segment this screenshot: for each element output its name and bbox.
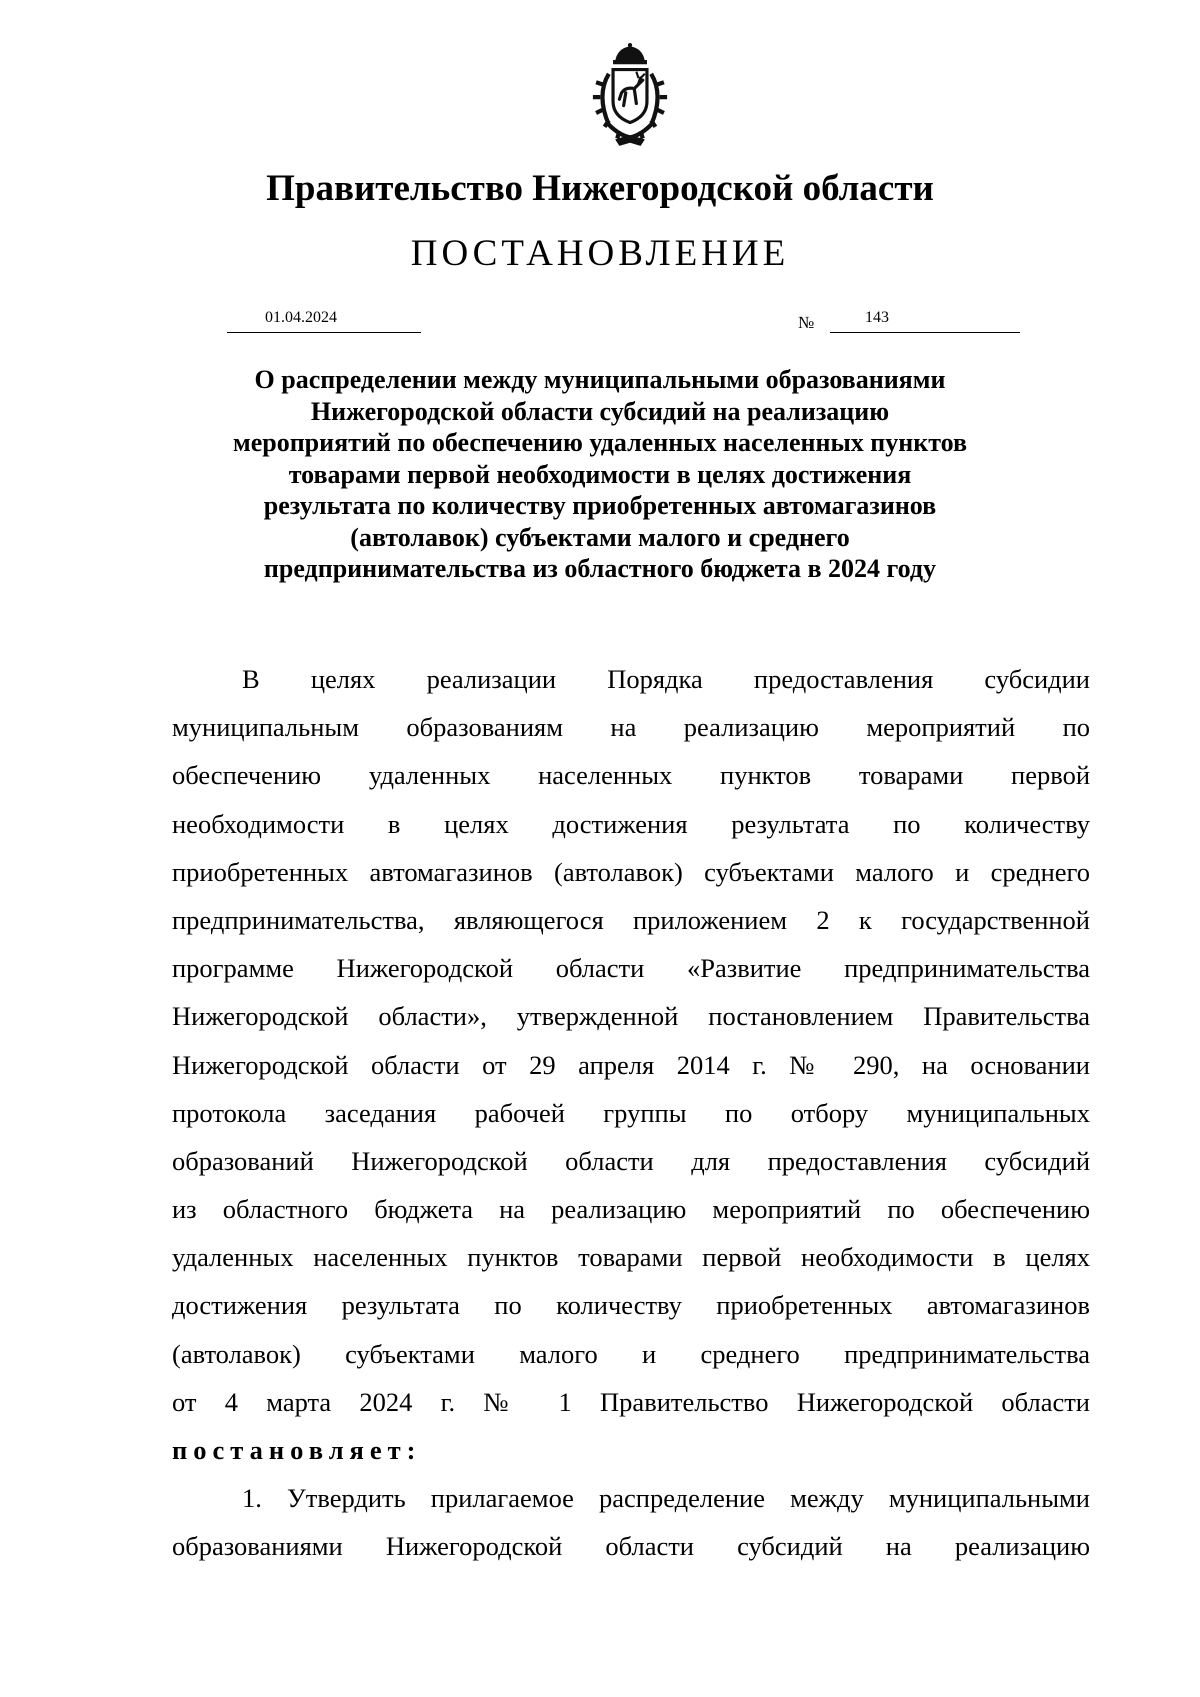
body-line: из областного бюджета на реализацию мероприятий по обеспечению bbox=[172, 1194, 1090, 1225]
body-line: приобретенных автомагазинов (автолавок) субъектами малого и среднего bbox=[172, 856, 1090, 887]
document-subject bbox=[160, 364, 1040, 585]
body-line: предпринимательства, являющегося приложением 2 к государственной bbox=[172, 904, 1090, 935]
subject-line: (автолавок) субъектами малого и среднего bbox=[350, 522, 850, 552]
body-line: необходимости в целях достижения результата по количеству bbox=[172, 808, 1090, 839]
body-line: удаленных населенных пунктов товарами первой необходимости в целях bbox=[172, 1242, 1090, 1273]
subject-line: товарами первой необходимости в целях достижения bbox=[288, 459, 912, 489]
body-line: Нижегородской области», утвержденной постановлением Правительства bbox=[172, 1001, 1090, 1032]
number-sign: № bbox=[798, 313, 815, 332]
item-1-line: 1. Утвердить прилагаемое распределение между муниципальными bbox=[242, 1483, 1090, 1514]
body-line: (автолавок) субъектами малого и среднего предпринимательства bbox=[172, 1338, 1090, 1369]
coat-of-arms-emblem bbox=[577, 42, 683, 148]
body-line: программе Нижегородской области «Развитие предпринимательства bbox=[172, 953, 1090, 984]
document-type: ПОСТАНОВЛЕНИЕ bbox=[410, 233, 790, 274]
subject-line: предпринимательства из областного бюджета в 2024 году bbox=[263, 554, 937, 583]
body-line: протокола заседания рабочей группы по отбору муниципальных bbox=[172, 1097, 1090, 1128]
preamble-paragraph bbox=[172, 655, 1090, 1571]
body-line: Нижегородской области от 29 апреля 2014 г. № 290, на основании bbox=[172, 1049, 1090, 1080]
subject-line: мероприятий по обеспечению удаленных населенных пунктов bbox=[232, 428, 968, 457]
body-line: В целях реализации Порядка предоставления субсидии bbox=[242, 664, 1090, 694]
number-value: 143 bbox=[865, 309, 889, 326]
subject-line: О распределении между муниципальными образованиями bbox=[254, 365, 946, 394]
body-line: образований Нижегородской области для предоставления субсидий bbox=[172, 1145, 1090, 1176]
body-line: обеспечению удаленных населенных пунктов товарами первой bbox=[172, 760, 1090, 791]
government-title: Правительство Нижегородской области bbox=[266, 168, 934, 209]
body-line: от 4 марта 2024 г. № 1 Правительство Нижегородской области bbox=[172, 1386, 1090, 1417]
date-field bbox=[227, 308, 421, 333]
date-value: 01.04.2024 bbox=[265, 309, 337, 326]
body-line: муниципальным образованиям на реализацию мероприятий по bbox=[172, 712, 1090, 743]
subject-line: Нижегородской области субсидий на реализацию bbox=[310, 396, 890, 426]
decree-word: постановляет: bbox=[172, 1435, 422, 1465]
number-field bbox=[830, 308, 1020, 333]
item-1-line: образованиями Нижегородской области субсидий на реализацию bbox=[172, 1531, 1090, 1562]
subject-line: результата по количеству приобретенных автомагазинов bbox=[263, 491, 937, 520]
body-line: достижения результата по количеству приобретенных автомагазинов bbox=[172, 1290, 1090, 1321]
